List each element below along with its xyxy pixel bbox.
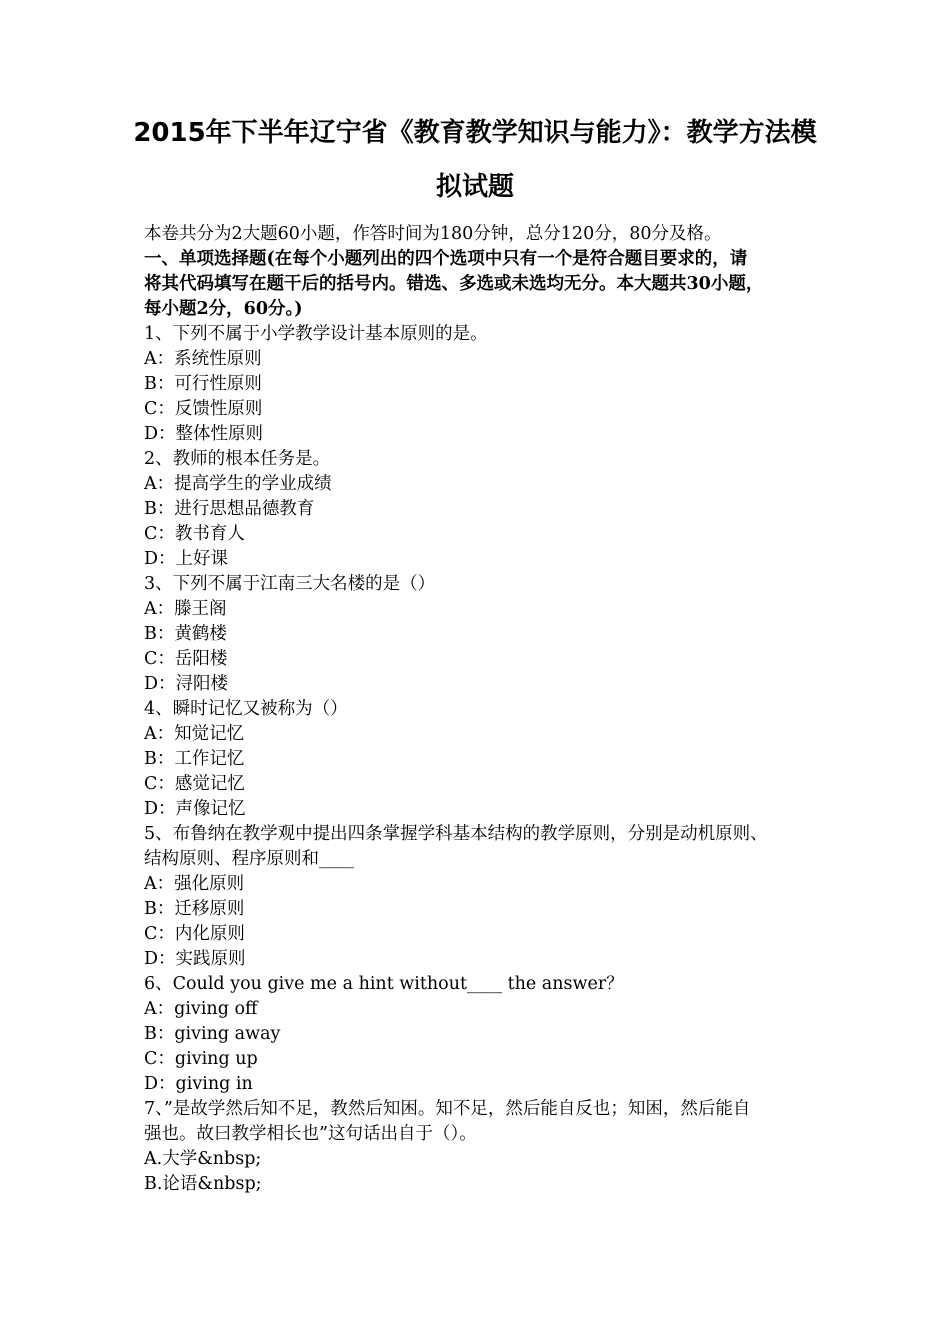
question-option: A：滕王阁 [144,599,227,619]
question-stem: 2、教师的根本任务是。 [144,449,331,469]
question-option: A：提高学生的学业成绩 [144,474,332,494]
question-stem: 7、”是故学然后知不足，教然后知困。知不足，然后能自反也；知困，然后能自 [144,1099,751,1119]
question-stem: 4、瞬时记忆又被称为（） [144,699,348,719]
question-option: C：内化原则 [144,924,245,944]
question-option: A：强化原则 [144,874,245,894]
question-option: C：教书育人 [144,524,245,544]
question-option: D：上好课 [144,549,229,569]
question-stem: 6、Could you give me a hint without____ the answer？ [144,974,624,994]
question-stem: 1、下列不属于小学教学设计基本原则的是。 [144,324,488,344]
question-option: A：giving off [144,999,258,1019]
question-stem: 强也。故曰教学相长也”这句话出自于（）。 [144,1124,477,1144]
question-option: C：感觉记忆 [144,774,245,794]
question-option: D：浔阳楼 [144,674,229,694]
question-option: C：giving up [144,1049,258,1069]
question-option: A.大学&nbsp; [144,1149,262,1169]
question-option: D：整体性原则 [144,424,264,444]
document-title-line-1: 2015年下半年辽宁省《教育教学知识与能力》：教学方法模 [133,118,817,148]
question-option: A：知觉记忆 [144,724,245,744]
question-option: B：迁移原则 [144,899,245,919]
question-stem: 3、下列不属于江南三大名楼的是（） [144,574,436,594]
question-option: B.论语&nbsp; [144,1174,262,1194]
document-title-line-2: 拟试题 [435,172,514,202]
section-heading-line: 每小题2分，60分。) [144,299,303,319]
exam-intro: 本卷共分为2大题60小题，作答时间为180分钟，总分120分，80分及格。 [144,224,722,244]
question-option: B：可行性原则 [144,374,262,394]
section-heading-line: 一、单项选择题(在每个小题列出的四个选项中只有一个是符合题目要求的，请 [144,249,748,269]
question-option: B：黄鹤楼 [144,624,227,644]
question-option: D：giving in [144,1074,253,1094]
question-option: B：进行思想品德教育 [144,499,315,519]
document-body [144,222,824,1197]
question-stem: 5、布鲁纳在教学观中提出四条掌握学科基本结构的教学原则，分别是动机原则、 [144,824,768,844]
question-option: B：工作记忆 [144,749,245,769]
question-option: D：实践原则 [144,949,246,969]
question-option: C：岳阳楼 [144,649,228,669]
question-option: C：反馈性原则 [144,399,263,419]
question-option: D：声像记忆 [144,799,246,819]
section-heading-line: 将其代码填写在题干后的括号内。错选、多选或未选均无分。本大题共30小题， [144,274,764,294]
question-option: B：giving away [144,1024,281,1044]
question-option: A：系统性原则 [144,349,262,369]
question-stem: 结构原则、程序原则和____ [144,849,354,869]
